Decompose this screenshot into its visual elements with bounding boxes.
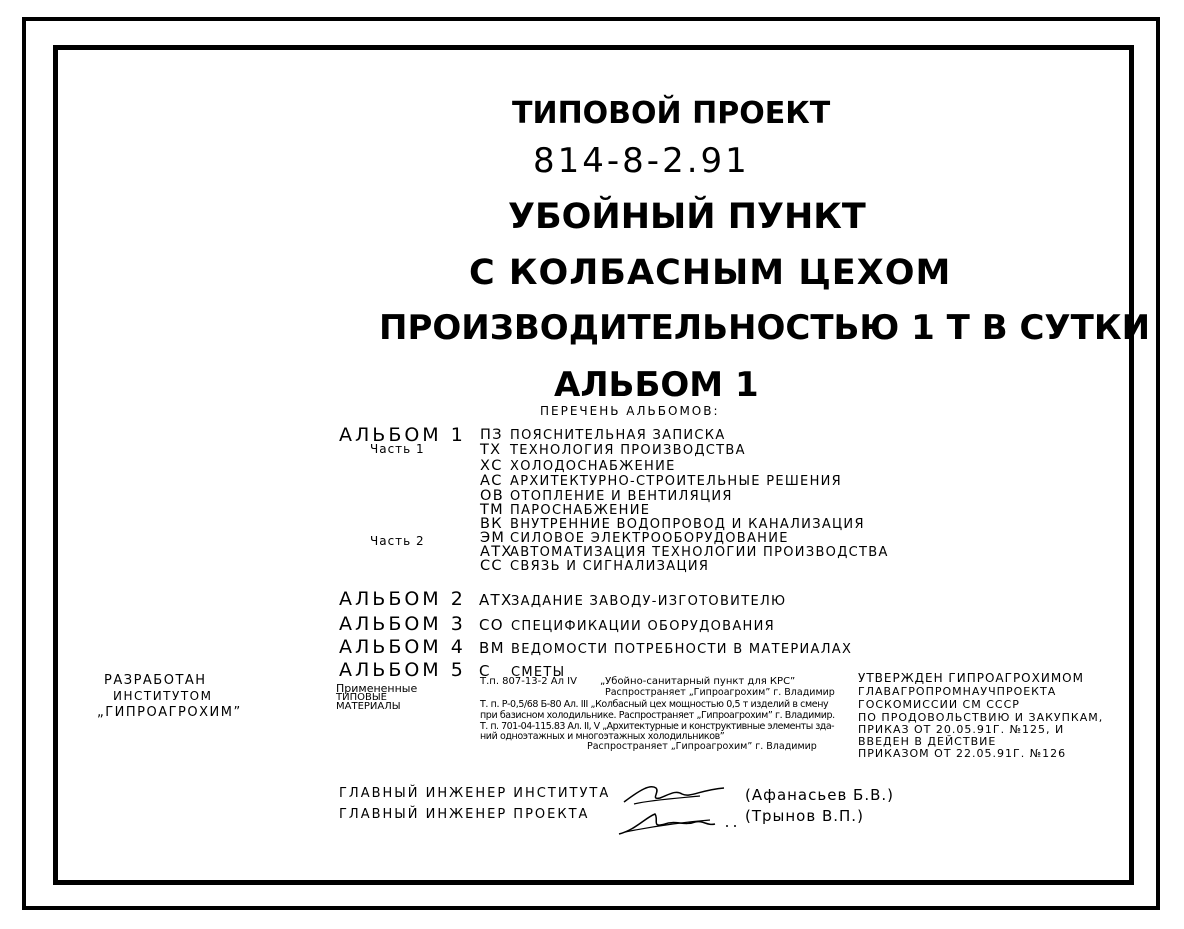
album-code: АТХ	[479, 591, 513, 609]
developer-line-2: ИНСТИТУТОМ	[113, 689, 213, 703]
list-item	[480, 473, 842, 489]
developer-line-1: РАЗРАБОТАН	[104, 673, 207, 688]
signature-name-1: (Афанасьев Б.В.)	[745, 786, 895, 804]
album-row	[339, 588, 786, 610]
handwritten-signature-1	[620, 780, 730, 810]
item-code: ТХ	[480, 442, 502, 458]
album-1-part-2: Часть 2	[370, 534, 425, 548]
list-item: Распространяет „Гипроагрохим” г. Владимир	[587, 741, 817, 752]
signature-role-1: ГЛАВНЫЙ ИНЖЕНЕР ИНСТИТУТА	[339, 786, 611, 801]
approval-line: УТВЕРЖДЕН ГИПРОАГРОХИМОМ	[858, 671, 1084, 685]
approval-line: ГЛАВАГРОПРОМНАУЧПРОЕКТА	[858, 685, 1057, 698]
item-text: ВНУТРЕННИЕ ВОДОПРОВОД И КАНАЛИЗАЦИЯ	[510, 517, 865, 532]
list-item	[480, 427, 726, 443]
item-code: ОВ	[480, 488, 504, 504]
item-code: ХС	[480, 458, 503, 474]
list-item: „Убойно-санитарный пункт для КРС”	[600, 676, 796, 687]
project-number: 814-8-2.91	[533, 141, 750, 181]
list-item: при базисном холодильнике. Распространяет „Гипроагрохим” г. Владимир.	[480, 710, 835, 721]
handwritten-signature-2	[615, 808, 745, 838]
approval-line: ВВЕДЕН В ДЕЙСТВИЕ	[858, 735, 997, 748]
album-text: ЗАДАНИЕ ЗАВОДУ-ИЗГОТОВИТЕЛЮ	[511, 594, 787, 609]
item-code: ЭМ	[480, 530, 506, 546]
signature-name-2: (Трынов В.П.)	[745, 807, 864, 825]
album-1-part-1: Часть 1	[370, 442, 425, 456]
list-item: ний одноэтажных и многоэтажных холодильников”	[480, 731, 725, 742]
album-label: АЛЬБОМ 5	[339, 659, 466, 681]
item-code: ВК	[480, 516, 503, 532]
item-text: ТЕХНОЛОГИЯ ПРОИЗВОДСТВА	[510, 443, 746, 458]
item-text: АРХИТЕКТУРНО-СТРОИТЕЛЬНЫЕ РЕШЕНИЯ	[510, 474, 843, 489]
item-code: ПЗ	[480, 427, 503, 443]
album-1-label: АЛЬБОМ 1	[339, 424, 466, 446]
album-text: СМЕТЫ	[511, 665, 566, 680]
developer-line-3: „ГИПРОАГРОХИМ”	[97, 705, 242, 720]
item-text: АВТОМАТИЗАЦИЯ ТЕХНОЛОГИИ ПРОИЗВОДСТВА	[510, 545, 889, 560]
title-line-3: ПРОИЗВОДИТЕЛЬНОСТЬЮ 1 Т В СУТКИ	[379, 308, 1151, 348]
item-text: ПОЯСНИТЕЛЬНАЯ ЗАПИСКА	[510, 428, 726, 443]
album-text: ВЕДОМОСТИ ПОТРЕБНОСТИ В МАТЕРИАЛАХ	[511, 642, 853, 657]
album-row	[339, 613, 775, 635]
list-item	[480, 558, 709, 574]
applied-label-2: ТИПОВЫЕ	[336, 692, 387, 703]
album-row	[339, 636, 852, 658]
list-item: Распространяет „Гипроагрохим” г. Владимир	[605, 687, 835, 698]
item-code: ТМ	[480, 502, 504, 518]
album-label: АЛЬБОМ 4	[339, 636, 466, 658]
approval-line: ПРИКАЗ ОТ 20.05.91Г. №125, И	[858, 723, 1065, 736]
item-text: ХОЛОДОСНАБЖЕНИЕ	[510, 459, 676, 474]
doc-type-title: ТИПОВОЙ ПРОЕКТ	[512, 96, 831, 131]
album-label: АЛЬБОМ 3	[339, 613, 466, 635]
signature-role-2: ГЛАВНЫЙ ИНЖЕНЕР ПРОЕКТА	[339, 807, 590, 822]
list-item: Т.п. 807-13-2 Ал IV	[480, 676, 577, 687]
album-list-caption: ПЕРЕЧЕНЬ АЛЬБОМОВ:	[540, 404, 720, 418]
album-text: СПЕЦИФИКАЦИИ ОБОРУДОВАНИЯ	[511, 619, 775, 634]
applied-label-1: Примененные	[336, 682, 418, 695]
approval-line: ГОСКОМИССИИ СМ СССР	[858, 698, 1020, 711]
album-code: С	[479, 662, 491, 680]
title-line-2: С КОЛБАСНЫМ ЦЕХОМ	[469, 253, 952, 293]
item-text: ПАРОСНАБЖЕНИЕ	[510, 503, 651, 518]
applied-label-3: МАТЕРИАЛЫ	[336, 701, 401, 712]
item-code: АТХ	[480, 544, 513, 560]
list-item	[480, 442, 746, 458]
item-text: СИЛОВОЕ ЭЛЕКТРООБОРУДОВАНИЕ	[510, 531, 789, 546]
list-item	[480, 458, 676, 474]
item-text: СВЯЗЬ И СИГНАЛИЗАЦИЯ	[510, 559, 710, 574]
album-label: АЛЬБОМ 2	[339, 588, 466, 610]
item-code: АС	[480, 473, 503, 489]
approval-line: ПРИКАЗОМ ОТ 22.05.91Г. №126	[858, 747, 1067, 760]
album-code: ВМ	[479, 639, 505, 657]
album-title: АЛЬБОМ 1	[554, 365, 759, 405]
item-text: ОТОПЛЕНИЕ И ВЕНТИЛЯЦИЯ	[510, 489, 733, 504]
approval-line: ПО ПРОДОВОЛЬСТВИЮ И ЗАКУПКАМ,	[858, 711, 1104, 724]
item-code: СС	[480, 558, 503, 574]
title-line-1: УБОЙНЫЙ ПУНКТ	[508, 197, 866, 237]
list-item: Т. п. 701-04-115.83 Ал. II, V „Архитектурные и конструктивные элементы зда-	[480, 721, 835, 732]
list-item: Т. п. Р-0,5/68 Б-80 Ал. III „Колбасный цех мощностью 0,5 т изделий в смену	[480, 699, 829, 710]
album-code: СО	[479, 616, 504, 634]
